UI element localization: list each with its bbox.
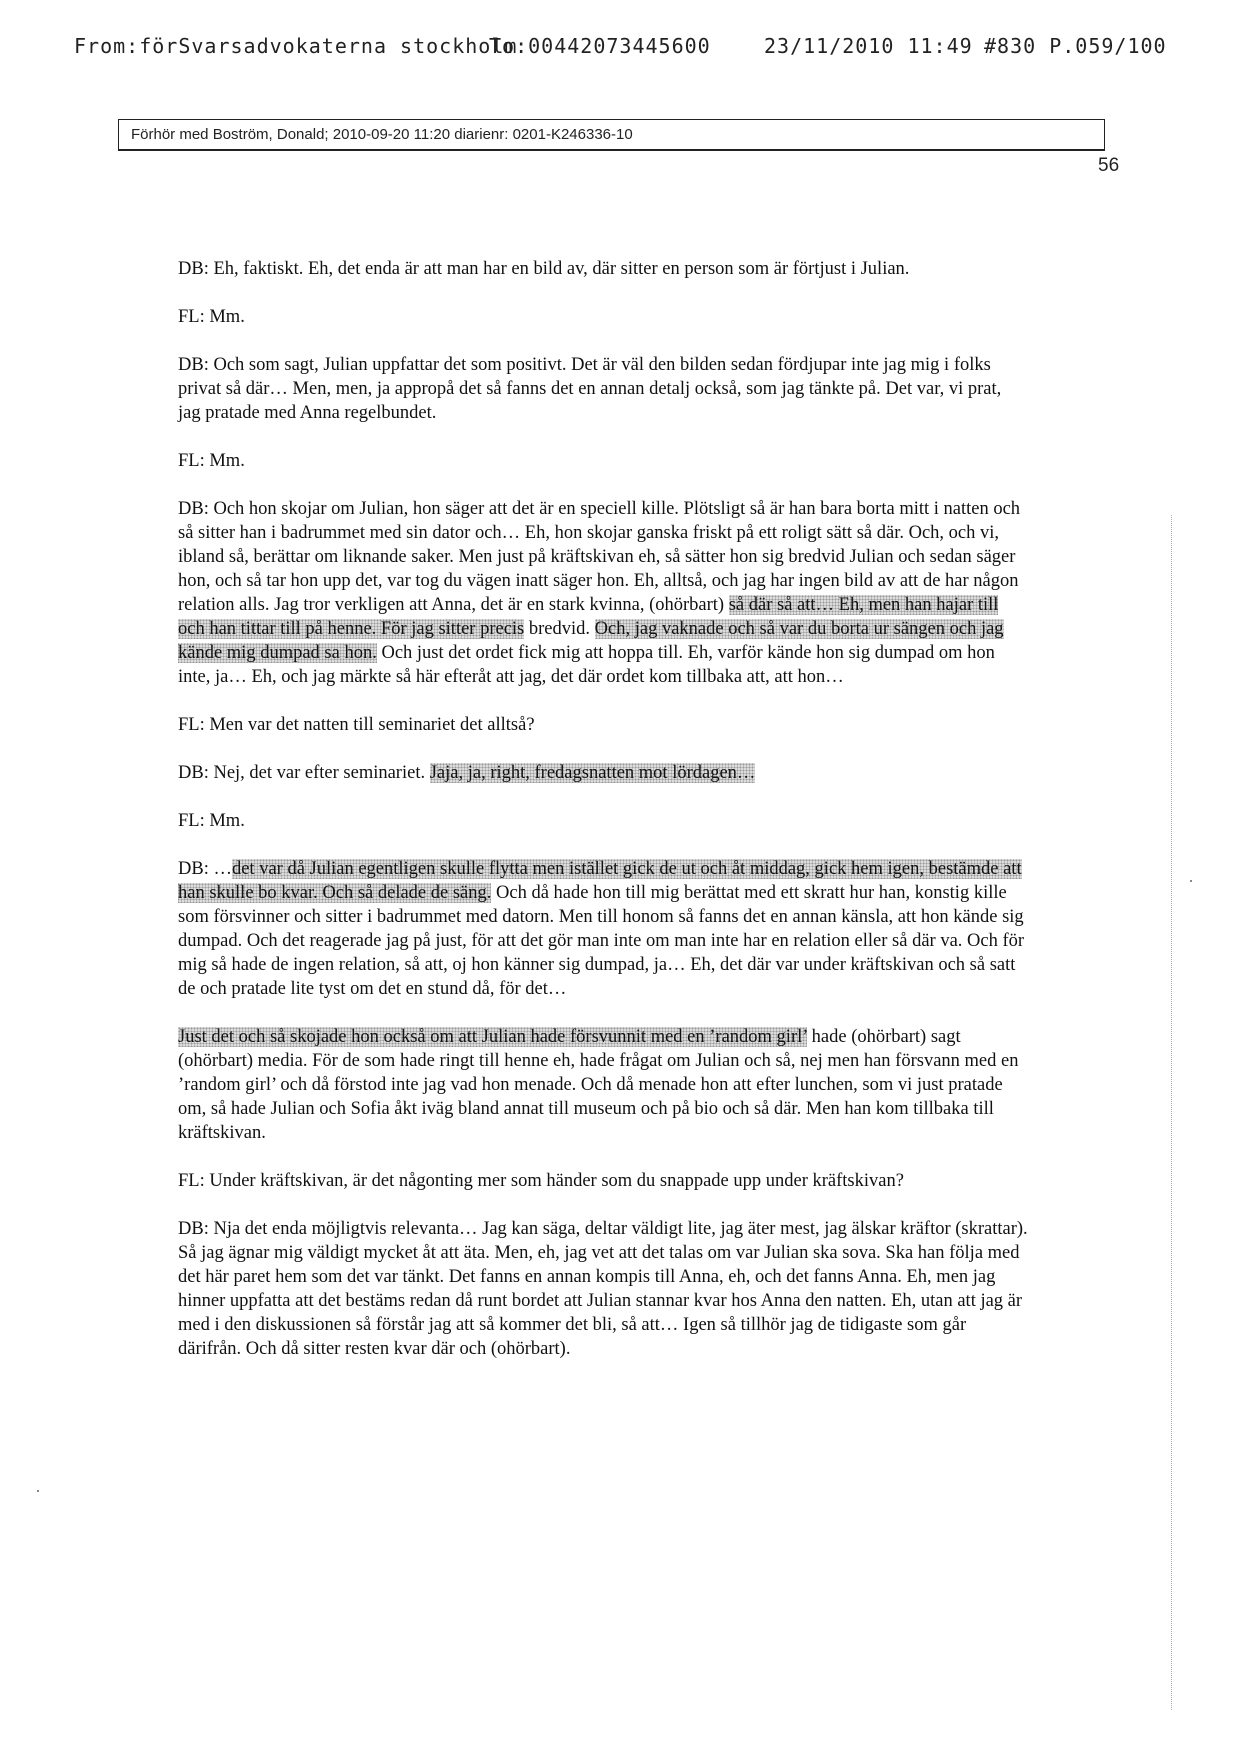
document-header-title: Förhör med Boström, Donald; 2010-09-20 11:20 diarienr: 0201-K246336-10	[131, 126, 633, 143]
scan-margin-rule	[1171, 515, 1173, 1710]
paragraph-text: FL: Men var det natten till seminariet det alltså?	[178, 715, 535, 735]
page-number: 56	[1098, 155, 1120, 176]
paragraph-text: FL: Mm.	[178, 451, 245, 471]
transcript-paragraph	[178, 1025, 1028, 1145]
paragraph-text: bredvid.	[524, 619, 595, 639]
scan-speck	[37, 1490, 39, 1492]
highlighted-text: Jaja, ja, right, fredagsnatten mot lördagen…	[429, 763, 756, 783]
fax-datetime: 23/11/2010 11:49	[764, 34, 973, 58]
paragraph-text: FL: Under kräftskivan, är det någonting mer som händer som du snappade upp under kräftskivan?	[178, 1171, 904, 1191]
scan-speck	[1190, 880, 1192, 882]
paragraph-text: hade (ohörbart) sagt (ohörbart) media. För de som hade ringt till henne eh, hade frågat om Julian och så, nej men han försvann med en ’random girl’ och då förstod inte jag vad hon menade. Och då menade hon att efter lunchen, som vi just pratade om, så hade Julian och Sofia åkt iväg bland annat till museum och på bio och så där. Men han kom tillbaka till kräftskivan.	[178, 1027, 1019, 1143]
paragraph-text: DB: …	[178, 859, 232, 879]
fax-page-counter: #830 P.059/100	[984, 34, 1167, 58]
transcript-paragraph	[178, 809, 1028, 833]
transcript-paragraph	[178, 353, 1028, 425]
transcript-paragraph	[178, 449, 1028, 473]
paragraph-text: FL: Mm.	[178, 811, 245, 831]
paragraph-text: FL: Mm.	[178, 307, 245, 327]
paragraph-text: DB: Och hon skojar om Julian, hon säger att det är en speciell kille. Plötsligt så är han bara borta mitt i natten och så sitter han i badrummet med sin dator och… Eh, hon skojar ganska friskt på ett roligt sätt så där. Och, och vi, ibland så, berättar om liknande saker. Men just på kräftskivan eh, så sätter hon sig bredvid Julian och sedan säger hon, och så tar hon upp det, var tog du vägen inatt säger hon. Eh, alltså, och jag har ingen bild av att de har någon relation alls. Jag tror verkligen att Anna, det är en stark kvinna, (ohörbart)	[178, 499, 1021, 615]
paragraph-text: DB: Nej, det var efter seminariet.	[178, 763, 430, 783]
highlighted-text: så där så att… Eh, men han hajar till och han tittar till på henne. För jag sitter precis	[178, 595, 999, 639]
highlighted-text: Just det och så skojade hon också om att Julian hade försvunnit med en ’random girl’	[178, 1027, 808, 1047]
fax-header	[74, 34, 1167, 58]
transcript-paragraph	[178, 1169, 1028, 1193]
transcript-paragraph	[178, 857, 1028, 1001]
paragraph-text: DB: Och som sagt, Julian uppfattar det som positivt. Det är väl den bilden sedan fördjupar inte jag mig i folks privat så där… Men, men, ja appropå det så fanns det en annan detalj också, som jag tänkte på. Det var, vi prat, jag pratade med Anna regelbundet.	[178, 355, 1002, 423]
transcript-body	[178, 257, 1028, 1385]
highlighted-text: Och, jag vaknade och så var du borta ur sängen och jag kände mig dumpad sa hon.	[178, 619, 1004, 663]
paragraph-text: DB: Eh, faktiskt. Eh, det enda är att man har en bild av, där sitter en person som är förtjust i Julian.	[178, 259, 910, 279]
paragraph-text: DB: Nja det enda möjligtvis relevanta… Jag kan säga, deltar väldigt lite, jag äter mest, jag älskar kräftor (skrattar). Så jag ägnar mig väldigt mycket åt att äta. Men, eh, jag vet att det talas om var Julian ska sova. Ska han följa med det här paret hem som det var tänkt. Det fanns en annan kompis till Anna, eh, och det fanns Anna. Eh, men jag hinner uppfatta att det bestäms redan då runt bordet att Julian stannar kvar hos Anna den natten. Eh, utan att jag är med i den diskussionen så förstår jag att så kommer det bli, så att… Igen så tillhör jag de tidigaste som går därifrån. Och då sitter resten kvar där och (ohörbart).	[178, 1219, 1028, 1359]
transcript-paragraph	[178, 305, 1028, 329]
fax-from: From:förSvarsadvokaterna stockholm	[74, 34, 518, 58]
transcript-paragraph	[178, 761, 1028, 785]
paragraph-text: Och då hade hon till mig berättat med ett skratt hur han, konstig kille som försvinner och sitter i badrummet med datorn. Men till honom så fanns det en annan känsla, att hon kände sig dumpad. Och det reagerade jag på just, för att det gör man inte om man inte har en relation eller så där va. Och för mig så hade de ingen relation, så att, oj hon känner sig dumpad, ja… Eh, det där var under kräftskivan och så satt de och pratade lite tyst om det en stund då, för det…	[178, 883, 1025, 999]
fax-to: To:00442073445600	[489, 34, 711, 58]
paragraph-text: Och just det ordet fick mig att hoppa till. Eh, varför kände hon sig dumpad om hon inte, ja… Eh, och jag märkte så här efteråt att jag, det där ordet kom tillbaka att, att hon…	[178, 643, 995, 687]
document-header-box	[118, 119, 1105, 151]
transcript-paragraph	[178, 1217, 1028, 1361]
transcript-paragraph	[178, 497, 1028, 689]
transcript-paragraph	[178, 257, 1028, 281]
transcript-paragraph	[178, 713, 1028, 737]
highlighted-text: det var då Julian egentligen skulle flytta men istället gick de ut och åt middag, gick hem igen, bestämde att han skulle bo kvar. Och så delade de säng.	[178, 859, 1022, 903]
